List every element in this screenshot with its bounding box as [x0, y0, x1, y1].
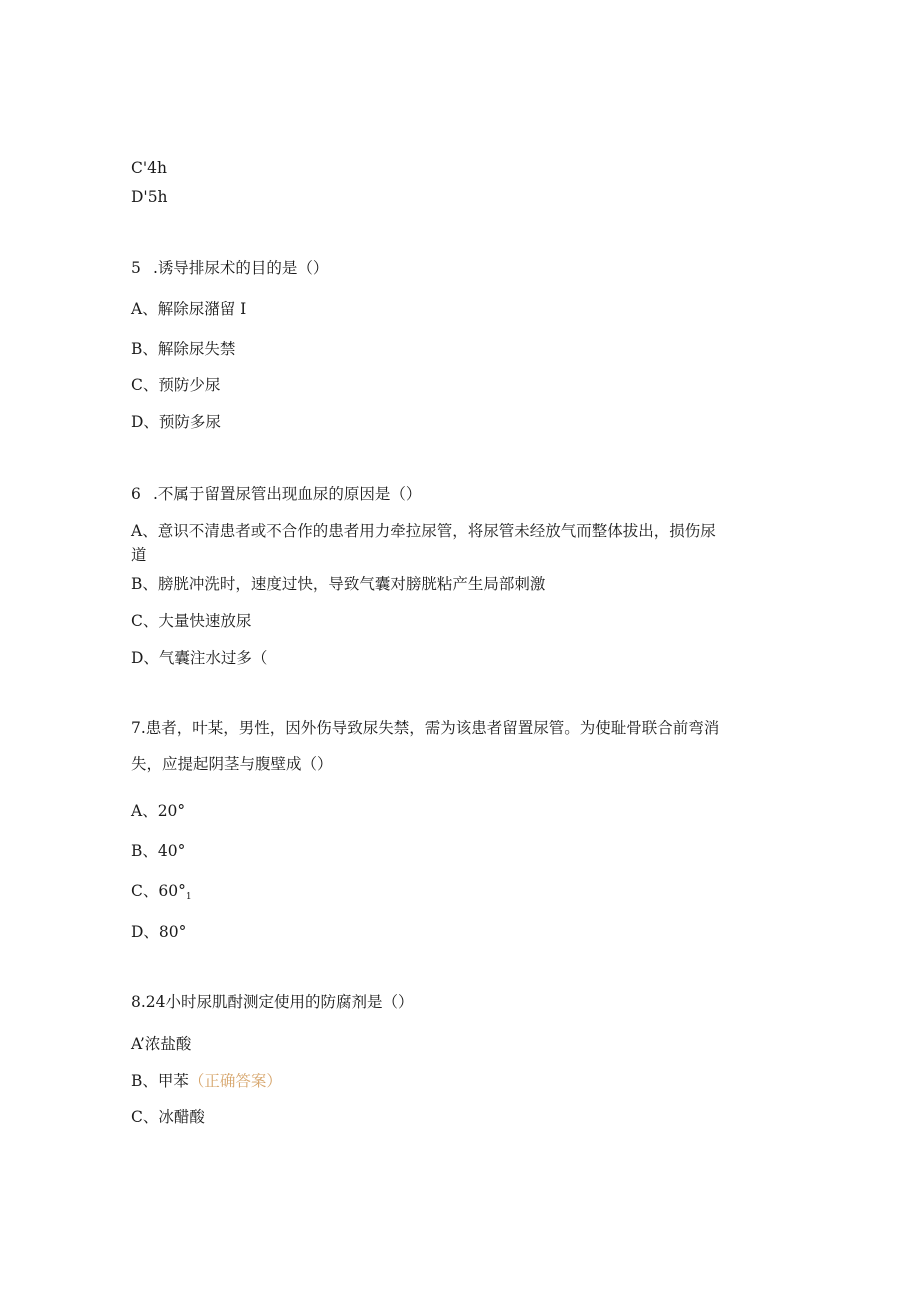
option-c-top: C'4h: [131, 159, 167, 177]
q5-option-a: A、解除尿潴留 I: [131, 300, 247, 318]
option-text: C、60°: [131, 882, 186, 900]
question-text: .不属于留置尿管出现血尿的原因是（）: [153, 485, 422, 503]
question-8-stem: 8.24小时尿肌酎测定使用的防腐剂是（）: [131, 993, 414, 1011]
q7-option-c: [131, 881, 192, 907]
q7-option-b: B、40°: [131, 842, 186, 860]
question-number: 5: [131, 259, 141, 277]
q5-option-d: D、预防多尿: [131, 413, 221, 431]
q6-option-c: C、大量快速放尿: [131, 612, 252, 630]
question-5-stem: [131, 258, 328, 278]
q7-option-d: D、80°: [131, 923, 187, 941]
q6-option-b: B、膀胱冲洗时，速度过快，导致气囊对膀胱粘产生局部刺激: [131, 575, 546, 593]
option-d-top: D'5h: [131, 188, 168, 206]
question-number: 6: [131, 485, 141, 503]
q8-option-a: A’浓盐酸: [131, 1035, 192, 1053]
question-6-stem: [131, 484, 421, 504]
q7-option-a: A、20°: [131, 802, 186, 820]
question-7-stem-line2: 失，应提起阴茎与腹壁成（）: [131, 755, 333, 773]
stray-mark: 1: [185, 892, 192, 902]
q6-option-a-line1: A、意识不清患者或不合作的患者用力牵拉尿管，将尿管未经放气而整体拔出，损伤尿: [131, 522, 716, 540]
q5-option-c: C、预防少尿: [131, 376, 221, 394]
q5-option-b: B、解除尿失禁: [131, 340, 236, 358]
q8-option-c: C、冰醋酸: [131, 1108, 205, 1126]
q6-option-a-line2: 道: [131, 546, 147, 564]
option-text: B、甲苯: [131, 1072, 189, 1090]
question-7-stem-line1: 7.患者，叶某，男性，因外伤导致尿失禁，需为该患者留置尿管。为使耻骨联合前弯消: [131, 719, 720, 737]
q6-option-d: D、气囊注水过多（: [131, 649, 268, 667]
q8-option-b: [131, 1071, 282, 1091]
correct-answer-note: （正确答案）: [188, 1072, 282, 1090]
question-text: .诱导排尿术的目的是（）: [153, 259, 329, 277]
